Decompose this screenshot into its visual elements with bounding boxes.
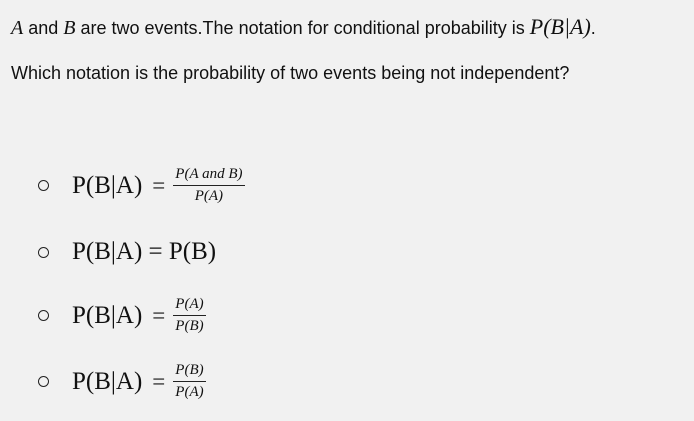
option-4-fraction [173, 362, 205, 401]
option-1-lhs: P(B|A) [72, 171, 143, 199]
option-1-equals: = [152, 172, 166, 198]
option-1-numerator: P(A and B) [173, 166, 244, 186]
option-1-fraction [173, 166, 244, 205]
option-2[interactable] [38, 238, 216, 266]
option-4-denominator: P(A) [175, 384, 204, 400]
option-3-numerator: P(A) [173, 296, 205, 316]
option-3-equals: = [152, 302, 166, 328]
option-4-equals: = [152, 368, 166, 394]
prompt-text: Which notation is the probability of two events being not independent? [11, 63, 570, 83]
option-3-lhs: P(B|A) [72, 301, 143, 329]
event-a-variable: A [11, 17, 24, 39]
option-1-denominator: P(A) [194, 188, 224, 204]
conditional-notation: P(B|A) [529, 14, 591, 39]
option-3-denominator: P(B) [175, 318, 204, 334]
option-4-lhs: P(B|A) [72, 367, 143, 395]
radio-button-3[interactable] [38, 310, 49, 321]
option-3[interactable] [38, 296, 206, 335]
option-2-expression: P(B|A) = P(B) [72, 238, 217, 265]
question-body-text: are two events.The notation for conditional probability is [75, 18, 530, 38]
question-end-punctuation: . [590, 18, 596, 38]
question-text [11, 14, 691, 40]
radio-button-2[interactable] [38, 247, 49, 258]
radio-button-1[interactable] [38, 180, 49, 191]
option-1[interactable] [38, 166, 245, 205]
option-4[interactable] [38, 362, 206, 401]
radio-button-4[interactable] [38, 376, 49, 387]
option-4-numerator: P(B) [173, 362, 205, 382]
question-and-text: and [23, 18, 64, 38]
option-3-fraction [173, 296, 205, 335]
event-b-variable: B [63, 17, 76, 39]
